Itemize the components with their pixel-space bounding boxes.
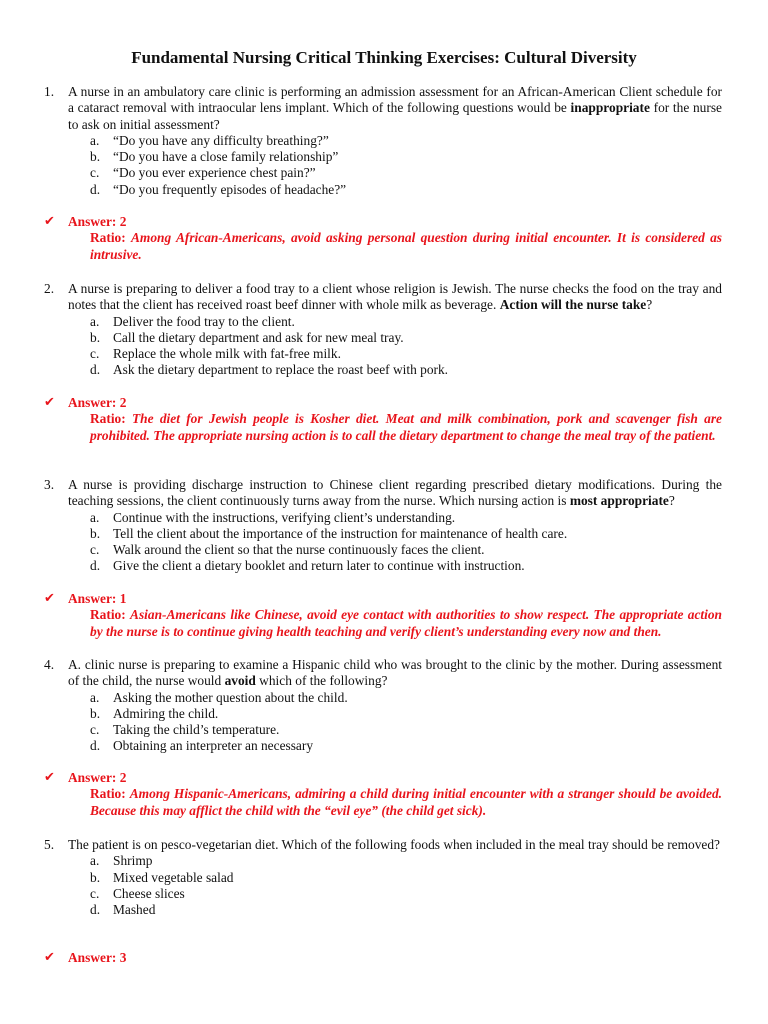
- option-letter: d.: [90, 558, 101, 574]
- option-c: [44, 165, 722, 181]
- stem-emphasis: Action will the nurse take: [499, 297, 647, 313]
- question-5: [44, 837, 722, 918]
- option-letter: d.: [90, 181, 101, 197]
- answer-label: Answer: 2: [68, 770, 127, 785]
- option-text: Continue with the instructions, verifying client’s understanding.: [113, 509, 456, 525]
- option-text: Give the client a dietary booklet and return later to continue with instruction.: [113, 558, 525, 574]
- option-text: Obtaining an interpreter an necessary: [113, 738, 314, 754]
- option-a: [44, 314, 722, 330]
- option-letter: a.: [90, 132, 100, 148]
- option-a: [44, 690, 722, 706]
- answer-1: [44, 214, 722, 263]
- option-letter: b.: [90, 705, 101, 721]
- option-letter: a.: [90, 313, 100, 329]
- option-text: Tell the client about the importance of the instruction for maintenance of health care.: [113, 525, 568, 541]
- question-number: 2.: [44, 281, 55, 296]
- rationale-label: Ratio:: [90, 607, 131, 623]
- answer-label: Answer: 2: [68, 395, 127, 410]
- answer-2: [44, 395, 722, 444]
- rationale-text: Asian-Americans like Chinese, avoid eye contact with authorities to show respect. The appropriate action by the nurse is to continue giving health teaching and verify client’s understanding every now and then.: [90, 607, 722, 639]
- option-letter: b.: [90, 329, 101, 345]
- rationale-label: Ratio:: [90, 411, 132, 427]
- option-c: [44, 886, 722, 902]
- option-text: Taking the child’s temperature.: [113, 722, 280, 738]
- stem-text: A. clinic nurse is preparing to examine a Hispanic child who was brought to the clinic by the mother. During assessment of the child, the nurse would: [68, 657, 722, 689]
- rationale-text: Among Hispanic-Americans, admiring a child during initial encounter with a stranger should be avoided. Because this may afflict the child with the “evil eye” (the child get sick).: [90, 786, 722, 818]
- option-b: [44, 149, 722, 165]
- checkmark-icon: ✔: [44, 591, 55, 606]
- checkmark-icon: ✔: [44, 770, 55, 785]
- option-b: [44, 526, 722, 542]
- option-list: [44, 853, 722, 918]
- answer-label: Answer: 2: [68, 214, 127, 229]
- rationale: [90, 786, 722, 819]
- option-letter: a.: [90, 853, 100, 869]
- answer-label: Answer: 3: [68, 950, 127, 965]
- option-letter: c.: [90, 885, 100, 901]
- option-c: [44, 542, 722, 558]
- option-letter: a.: [90, 689, 100, 705]
- option-c: [44, 722, 722, 738]
- stem-text-end: for the nurse to ask on initial assessment?: [68, 100, 722, 132]
- option-d: [44, 902, 722, 918]
- checkmark-icon: ✔: [44, 395, 55, 410]
- stem-text: A nurse is preparing to deliver a food tray to a client whose religion is Jewish. The nurse checks the food on the tray and notes that the client has received roast beef dinner with whole milk as beverage.: [68, 281, 722, 313]
- rationale-label: Ratio:: [90, 230, 131, 246]
- rationale-label: Ratio:: [90, 786, 130, 802]
- rationale-text: Among African-Americans, avoid asking personal question during initial encounter. It is considered as intrusive.: [90, 230, 722, 262]
- rationale-text: The diet for Jewish people is Kosher diet. Meat and milk combination, pork and scavenger fish are prohibited. The appropriate nursing action is to call the dietary department to change the meal tray of the patient.: [90, 411, 722, 443]
- option-d: [44, 738, 722, 754]
- option-letter: b.: [90, 869, 101, 885]
- option-b: [44, 706, 722, 722]
- question-stem: [68, 477, 722, 510]
- option-list: [44, 510, 722, 575]
- stem-text-end: ?: [668, 493, 675, 509]
- option-text: Admiring the child.: [113, 705, 219, 721]
- question-3: [44, 477, 722, 575]
- option-a: [44, 853, 722, 869]
- stem-emphasis: most appropriate: [569, 493, 669, 509]
- option-text: Mixed vegetable salad: [113, 869, 234, 885]
- option-text: Deliver the food tray to the client.: [113, 313, 295, 329]
- option-c: [44, 346, 722, 362]
- answer-5: [44, 950, 722, 966]
- option-a: [44, 133, 722, 149]
- question-number: 4.: [44, 657, 55, 672]
- option-text: “Do you have a close family relationship”: [113, 149, 339, 165]
- option-text: “Do you have any difficulty breathing?”: [113, 132, 329, 148]
- question-number: 5.: [44, 837, 55, 852]
- option-letter: d.: [90, 738, 101, 754]
- question-number: 3.: [44, 477, 55, 492]
- option-text: Replace the whole milk with fat-free milk.: [113, 346, 341, 362]
- option-letter: d.: [90, 902, 101, 918]
- option-text: Mashed: [113, 902, 156, 918]
- rationale: [90, 607, 722, 640]
- option-d: [44, 182, 722, 198]
- option-text: Shrimp: [113, 853, 153, 869]
- option-text: “Do you ever experience chest pain?”: [113, 165, 316, 181]
- answer-3: [44, 591, 722, 640]
- option-b: [44, 870, 722, 886]
- rationale: [90, 230, 722, 263]
- option-letter: c.: [90, 346, 100, 362]
- option-letter: c.: [90, 722, 100, 738]
- stem-text-end: ?: [646, 297, 653, 313]
- option-d: [44, 558, 722, 574]
- stem-emphasis: avoid: [224, 673, 256, 689]
- question-number: 1.: [44, 84, 55, 99]
- checkmark-icon: ✔: [44, 950, 55, 965]
- answer-label: Answer: 1: [68, 591, 127, 606]
- question-stem: [68, 281, 722, 314]
- option-list: [44, 314, 722, 379]
- option-text: Walk around the client so that the nurse continuously faces the client.: [113, 542, 485, 558]
- answer-4: [44, 770, 722, 819]
- question-4: [44, 657, 722, 755]
- option-letter: d.: [90, 362, 101, 378]
- option-b: [44, 330, 722, 346]
- option-letter: b.: [90, 149, 101, 165]
- question-stem: [68, 837, 722, 853]
- option-list: [44, 133, 722, 198]
- option-text: Asking the mother question about the child.: [113, 689, 348, 705]
- option-letter: c.: [90, 165, 100, 181]
- option-letter: c.: [90, 542, 100, 558]
- stem-emphasis: inappropriate: [570, 100, 650, 116]
- option-letter: b.: [90, 525, 101, 541]
- stem-text: A nurse is providing discharge instruction to Chinese client regarding prescribed dietary modifications. During the teaching sessions, the client continuously turns away from the nurse. Which nursing action is: [68, 477, 722, 509]
- stem-text: The patient is on pesco-vegetarian diet. Which of the following foods when included in the meal tray should be removed?: [68, 837, 720, 852]
- question-stem: [68, 657, 722, 690]
- option-list: [44, 690, 722, 755]
- option-d: [44, 362, 722, 378]
- checkmark-icon: ✔: [44, 214, 55, 229]
- stem-text: A nurse in an ambulatory care clinic is performing an admission assessment for an African-American Client schedule for a cataract removal with intraocular lens implant. Which of the following questions would be: [68, 84, 722, 116]
- option-letter: a.: [90, 509, 100, 525]
- stem-text-end: which of the following?: [255, 673, 388, 689]
- option-text: Call the dietary department and ask for new meal tray.: [113, 329, 404, 345]
- question-2: [44, 281, 722, 379]
- page-title: Fundamental Nursing Critical Thinking Exercises: Cultural Diversity: [131, 48, 637, 67]
- question-1: [44, 84, 722, 198]
- question-stem: [68, 84, 722, 133]
- rationale: [90, 411, 722, 444]
- option-text: Ask the dietary department to replace the roast beef with pork.: [113, 362, 449, 378]
- option-text: “Do you frequently episodes of headache?”: [113, 181, 347, 197]
- option-text: Cheese slices: [113, 885, 185, 901]
- option-a: [44, 510, 722, 526]
